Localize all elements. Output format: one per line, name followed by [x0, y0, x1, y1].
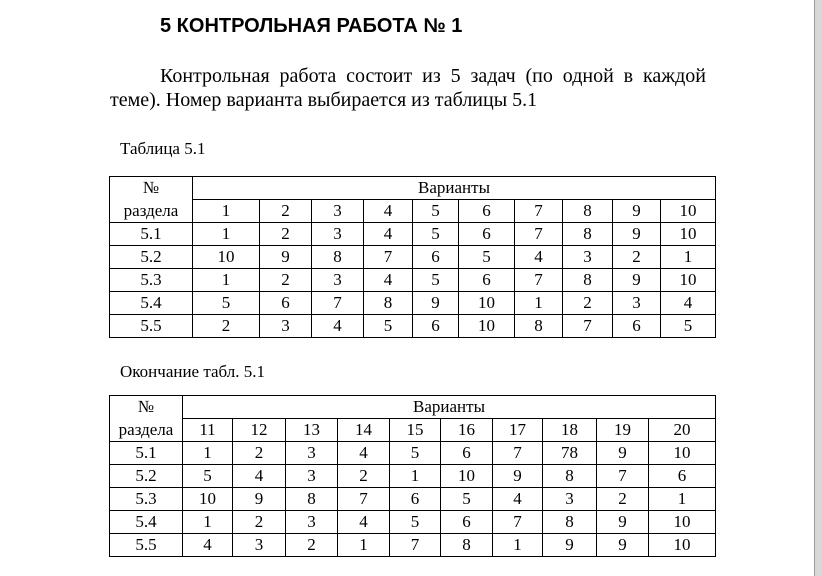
section-number-cell: 5.2	[110, 465, 183, 488]
value-cell: 7	[390, 534, 441, 557]
value-cell: 6	[413, 246, 459, 269]
section-number-cell: 5.4	[110, 292, 193, 315]
section-number-cell: 5.5	[110, 534, 183, 557]
value-cell: 3	[312, 269, 364, 292]
value-cell: 1	[183, 442, 233, 465]
table-5-1-end-caption: Окончание табл. 5.1	[120, 362, 265, 381]
intro-paragraph: Контрольная работа состоит из 5 задач (по одной в каждой теме). Номер варианта выбирается из таблицы 5.1	[110, 65, 706, 111]
value-cell: 3	[286, 465, 338, 488]
value-cell: 7	[597, 465, 649, 488]
value-cell: 2	[233, 442, 286, 465]
variant-number-cell: 4	[364, 200, 413, 223]
table-row	[110, 488, 716, 511]
value-cell: 1	[661, 246, 716, 269]
variant-number-cell: 5	[413, 200, 459, 223]
value-cell: 8	[364, 292, 413, 315]
value-cell: 2	[613, 246, 661, 269]
value-cell: 6	[260, 292, 312, 315]
variant-number-cell: 18	[543, 419, 597, 442]
value-cell: 8	[563, 223, 613, 246]
table-row	[110, 511, 716, 534]
value-cell: 3	[312, 223, 364, 246]
value-cell: 7	[563, 315, 613, 338]
value-cell: 3	[286, 442, 338, 465]
value-cell: 10	[183, 488, 233, 511]
value-cell: 9	[413, 292, 459, 315]
value-cell: 1	[649, 488, 716, 511]
value-cell: 3	[543, 488, 597, 511]
value-cell: 7	[515, 223, 563, 246]
value-cell: 4	[515, 246, 563, 269]
section-number-cell: 5.3	[110, 269, 193, 292]
value-cell: 9	[597, 442, 649, 465]
value-cell: 5	[364, 315, 413, 338]
value-cell: 6	[441, 511, 493, 534]
table-row	[110, 534, 716, 557]
page-shadow	[815, 0, 822, 576]
value-cell: 10	[661, 223, 716, 246]
value-cell: 78	[543, 442, 597, 465]
value-cell: 2	[233, 511, 286, 534]
value-cell: 4	[338, 511, 390, 534]
value-cell: 6	[413, 315, 459, 338]
value-cell: 1	[183, 511, 233, 534]
value-cell: 4	[233, 465, 286, 488]
variant-number-cell: 14	[338, 419, 390, 442]
value-cell: 10	[649, 442, 716, 465]
variant-number-cell: 17	[493, 419, 543, 442]
value-cell: 3	[260, 315, 312, 338]
value-cell: 5	[459, 246, 515, 269]
value-cell: 3	[286, 511, 338, 534]
variant-number-cell: 16	[441, 419, 493, 442]
value-cell: 3	[233, 534, 286, 557]
value-cell: 8	[286, 488, 338, 511]
value-cell: 9	[613, 269, 661, 292]
value-cell: 6	[390, 488, 441, 511]
value-cell: 3	[613, 292, 661, 315]
variants-header: Варианты	[193, 177, 716, 200]
value-cell: 5	[661, 315, 716, 338]
value-cell: 8	[515, 315, 563, 338]
table-row	[110, 442, 716, 465]
variant-number-cell: 10	[661, 200, 716, 223]
value-cell: 9	[597, 511, 649, 534]
variant-numbers-row	[110, 419, 716, 442]
value-cell: 4	[661, 292, 716, 315]
value-cell: 5	[193, 292, 260, 315]
section-header-symbol: №	[110, 396, 183, 419]
table-5-1-caption: Таблица 5.1	[120, 139, 206, 158]
variant-number-cell: 6	[459, 200, 515, 223]
variant-number-cell: 13	[286, 419, 338, 442]
value-cell: 10	[661, 269, 716, 292]
variant-number-cell: 19	[597, 419, 649, 442]
value-cell: 6	[459, 269, 515, 292]
section-header-label: раздела	[110, 419, 183, 442]
variant-number-cell: 12	[233, 419, 286, 442]
value-cell: 9	[613, 223, 661, 246]
value-cell: 7	[364, 246, 413, 269]
value-cell: 9	[597, 534, 649, 557]
value-cell: 7	[312, 292, 364, 315]
value-cell: 10	[459, 292, 515, 315]
value-cell: 10	[459, 315, 515, 338]
section-number-cell: 5.5	[110, 315, 193, 338]
variant-number-cell: 3	[312, 200, 364, 223]
value-cell: 5	[441, 488, 493, 511]
section-number-cell: 5.4	[110, 511, 183, 534]
section-number-cell: 5.3	[110, 488, 183, 511]
variants-table-2	[109, 395, 716, 557]
section-header-label: раздела	[110, 200, 193, 223]
value-cell: 2	[597, 488, 649, 511]
value-cell: 8	[543, 465, 597, 488]
value-cell: 1	[493, 534, 543, 557]
value-cell: 2	[260, 269, 312, 292]
section-number-cell: 5.2	[110, 246, 193, 269]
value-cell: 1	[193, 223, 260, 246]
value-cell: 4	[338, 442, 390, 465]
value-cell: 6	[459, 223, 515, 246]
value-cell: 8	[312, 246, 364, 269]
variant-number-cell: 9	[613, 200, 661, 223]
value-cell: 8	[543, 511, 597, 534]
value-cell: 6	[441, 442, 493, 465]
value-cell: 2	[193, 315, 260, 338]
value-cell: 2	[286, 534, 338, 557]
value-cell: 3	[563, 246, 613, 269]
value-cell: 1	[193, 269, 260, 292]
value-cell: 9	[233, 488, 286, 511]
variant-number-cell: 2	[260, 200, 312, 223]
header-row	[110, 177, 716, 200]
value-cell: 4	[364, 223, 413, 246]
table-row	[110, 465, 716, 488]
section-number-cell: 5.1	[110, 223, 193, 246]
value-cell: 1	[338, 534, 390, 557]
table-row	[110, 315, 716, 338]
variants-header: Варианты	[183, 396, 716, 419]
value-cell: 5	[390, 442, 441, 465]
value-cell: 7	[493, 511, 543, 534]
value-cell: 9	[543, 534, 597, 557]
table-row	[110, 223, 716, 246]
table-row	[110, 269, 716, 292]
variant-number-cell: 15	[390, 419, 441, 442]
value-cell: 4	[312, 315, 364, 338]
variant-number-cell: 11	[183, 419, 233, 442]
value-cell: 4	[364, 269, 413, 292]
value-cell: 2	[563, 292, 613, 315]
variant-number-cell: 8	[563, 200, 613, 223]
section-number-cell: 5.1	[110, 442, 183, 465]
value-cell: 8	[563, 269, 613, 292]
header-row	[110, 396, 716, 419]
variant-number-cell: 1	[193, 200, 260, 223]
value-cell: 7	[493, 442, 543, 465]
value-cell: 1	[390, 465, 441, 488]
value-cell: 4	[493, 488, 543, 511]
variants-table-1	[109, 176, 716, 338]
section-heading: 5 КОНТРОЛЬНАЯ РАБОТА № 1	[160, 15, 463, 37]
value-cell: 2	[260, 223, 312, 246]
value-cell: 5	[390, 511, 441, 534]
value-cell: 8	[441, 534, 493, 557]
value-cell: 2	[338, 465, 390, 488]
value-cell: 5	[413, 223, 459, 246]
value-cell: 10	[193, 246, 260, 269]
value-cell: 5	[413, 269, 459, 292]
value-cell: 10	[649, 511, 716, 534]
table-row	[110, 246, 716, 269]
table-row	[110, 292, 716, 315]
value-cell: 9	[493, 465, 543, 488]
variant-number-cell: 20	[649, 419, 716, 442]
section-header-symbol: №	[110, 177, 193, 200]
value-cell: 7	[338, 488, 390, 511]
variant-numbers-row	[110, 200, 716, 223]
value-cell: 10	[649, 534, 716, 557]
value-cell: 10	[441, 465, 493, 488]
value-cell: 7	[515, 269, 563, 292]
variant-number-cell: 7	[515, 200, 563, 223]
value-cell: 4	[183, 534, 233, 557]
value-cell: 6	[613, 315, 661, 338]
value-cell: 6	[649, 465, 716, 488]
value-cell: 9	[260, 246, 312, 269]
value-cell: 5	[183, 465, 233, 488]
value-cell: 1	[515, 292, 563, 315]
